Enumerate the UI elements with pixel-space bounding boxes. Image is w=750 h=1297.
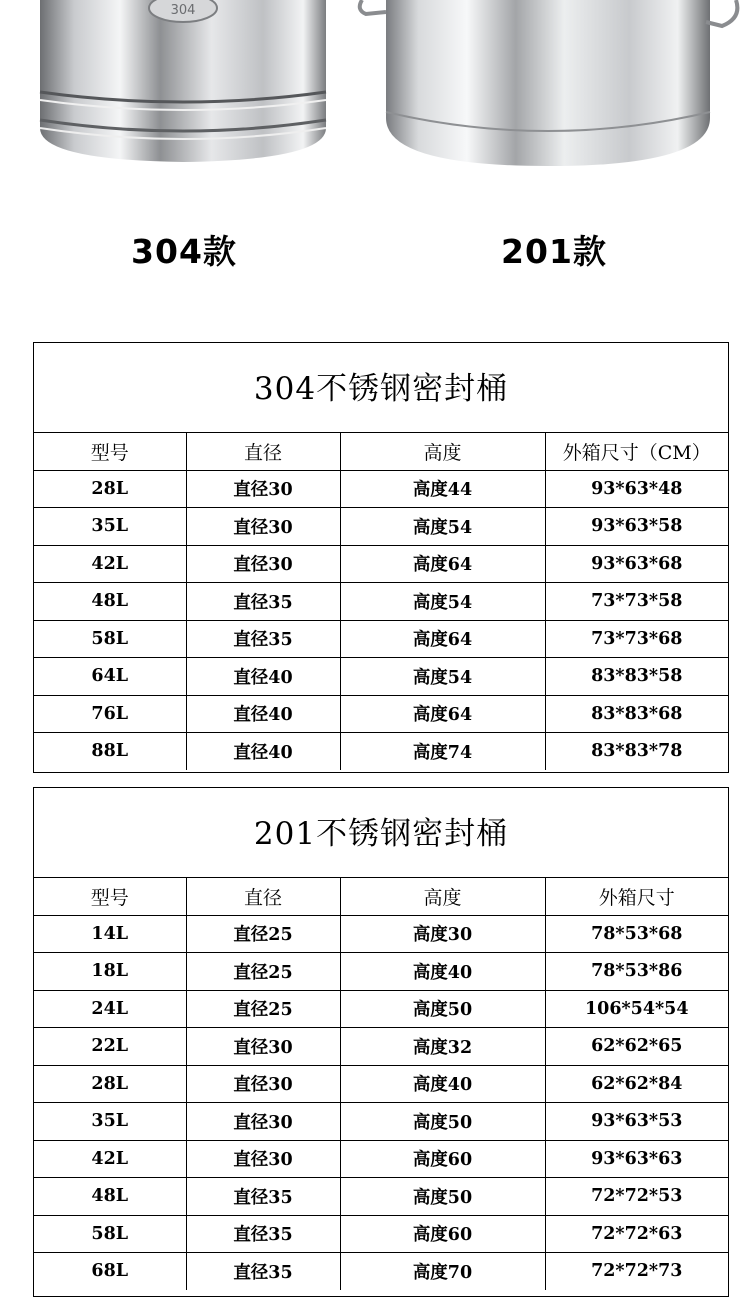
spec-table-304 (33, 342, 729, 773)
cell-height: 高度60 (340, 1215, 545, 1253)
cell-model: 14L (34, 915, 186, 953)
product-captions (0, 222, 750, 282)
cell-height: 高度70 (340, 1253, 545, 1290)
cell-diameter: 直径30 (186, 545, 340, 583)
cell-box-size: 83*83*58 (545, 658, 728, 696)
cell-box-size: 93*63*48 (545, 470, 728, 508)
cell-model: 42L (34, 545, 186, 583)
header-row (34, 433, 728, 470)
cell-model: 28L (34, 470, 186, 508)
cell-diameter: 直径30 (186, 1140, 340, 1178)
cell-height: 高度50 (340, 1103, 545, 1141)
cell-box-size: 78*53*86 (545, 953, 728, 991)
cell-height: 高度64 (340, 620, 545, 658)
cell-diameter: 直径35 (186, 1253, 340, 1290)
cell-height: 高度30 (340, 915, 545, 953)
cell-box-size: 106*54*54 (545, 990, 728, 1028)
table-row (34, 1140, 728, 1178)
cell-diameter: 直径30 (186, 1065, 340, 1103)
cell-box-size: 72*72*73 (591, 1261, 683, 1282)
cell-diameter: 直径40 (186, 695, 340, 733)
cell-box-size: 72*72*63 (545, 1215, 728, 1253)
cell-height: 高度40 (340, 953, 545, 991)
cell-height: 高度54 (340, 658, 545, 696)
cell-model: 35L (34, 1103, 186, 1141)
cell-box-size: 93*63*53 (545, 1103, 728, 1141)
table-row (34, 1103, 728, 1141)
header-height: 高度 (340, 433, 545, 470)
cell-diameter: 直径30 (186, 1028, 340, 1066)
cell-height: 高度44 (340, 470, 545, 508)
cell-height: 高度50 (340, 1178, 545, 1216)
table-row (34, 1065, 728, 1103)
cell-height: 高度74 (340, 733, 545, 770)
cell-box-size: 72*72*53 (545, 1178, 728, 1216)
cell-model: 58L (34, 620, 186, 658)
table-row (34, 953, 728, 991)
cell-model: 88L (34, 733, 186, 770)
cell-model: 18L (34, 953, 186, 991)
table-row (34, 658, 728, 696)
table-row (34, 620, 728, 658)
cell-model: 24L (34, 990, 186, 1028)
table-row (34, 695, 728, 733)
table-row (34, 1178, 728, 1216)
cell-height: 高度40 (340, 1065, 545, 1103)
cell-height: 高度50 (340, 990, 545, 1028)
header-height: 高度 (340, 878, 545, 915)
cell-height: 高度54 (340, 508, 545, 546)
cell-diameter: 直径25 (186, 953, 340, 991)
table-row (34, 1215, 728, 1253)
table-title: 304不锈钢密封桶 (34, 343, 728, 433)
spec-table-201 (33, 787, 729, 1297)
cell-box-size: 93*63*58 (545, 508, 728, 546)
header-box-size: 外箱尺寸（CM） (545, 433, 728, 470)
cell-box-size: 62*62*84 (545, 1065, 728, 1103)
cell-box-size: 83*83*78 (591, 741, 683, 762)
caption-304: 304款 (131, 232, 237, 271)
cell-height: 高度64 (340, 695, 545, 733)
emblem-text: 304 (170, 3, 196, 18)
cell-model: 35L (34, 508, 186, 546)
cell-model: 48L (34, 1178, 186, 1216)
cell-diameter: 直径25 (186, 915, 340, 953)
cell-height: 高度54 (340, 583, 545, 621)
cell-model: 68L (34, 1253, 186, 1290)
cell-height: 高度64 (340, 545, 545, 583)
cell-model: 22L (34, 1028, 186, 1066)
cell-diameter: 直径35 (186, 1215, 340, 1253)
spec-grid (34, 878, 728, 1290)
cell-diameter: 直径30 (186, 508, 340, 546)
cell-box-size: 83*83*68 (545, 695, 728, 733)
table-row (34, 1028, 728, 1066)
table-row (34, 915, 728, 953)
cell-box-size: 73*73*68 (545, 620, 728, 658)
cell-box-size: 93*63*63 (545, 1140, 728, 1178)
cell-model: 28L (34, 1065, 186, 1103)
cell-height: 高度60 (340, 1140, 545, 1178)
cell-model: 76L (34, 695, 186, 733)
cell-diameter: 直径40 (186, 733, 340, 770)
header-row (34, 878, 728, 915)
cell-model: 58L (34, 1215, 186, 1253)
product-photos (0, 0, 750, 200)
cell-box-size: 62*62*65 (545, 1028, 728, 1066)
header-diameter: 直径 (186, 433, 340, 470)
cell-box-size: 73*73*58 (545, 583, 728, 621)
table-row (34, 545, 728, 583)
cell-diameter: 直径40 (186, 658, 340, 696)
table-row (34, 583, 728, 621)
cell-model: 64L (34, 658, 186, 696)
cell-diameter: 直径30 (186, 1103, 340, 1141)
table-row (34, 990, 728, 1028)
cell-box-size: 93*63*68 (545, 545, 728, 583)
cell-model: 48L (34, 583, 186, 621)
table-row (34, 470, 728, 508)
header-model: 型号 (34, 433, 186, 470)
table-row (34, 1253, 728, 1290)
cell-height: 高度32 (340, 1028, 545, 1066)
cell-diameter: 直径30 (186, 470, 340, 508)
cell-diameter: 直径35 (186, 583, 340, 621)
cell-diameter: 直径35 (186, 620, 340, 658)
cell-box-size: 78*53*68 (545, 915, 728, 953)
header-diameter: 直径 (186, 878, 340, 915)
table-row (34, 508, 728, 546)
cell-diameter: 直径25 (186, 990, 340, 1028)
table-row (34, 733, 728, 770)
bucket-201-image (360, 0, 738, 166)
table-title: 201不锈钢密封桶 (34, 788, 728, 878)
cell-model: 42L (34, 1140, 186, 1178)
header-model: 型号 (34, 878, 186, 915)
header-box-size: 外箱尺寸 (545, 878, 728, 915)
spec-grid (34, 433, 728, 770)
caption-201: 201款 (501, 232, 607, 271)
bucket-304-image (40, 0, 326, 162)
cell-diameter: 直径35 (186, 1178, 340, 1216)
